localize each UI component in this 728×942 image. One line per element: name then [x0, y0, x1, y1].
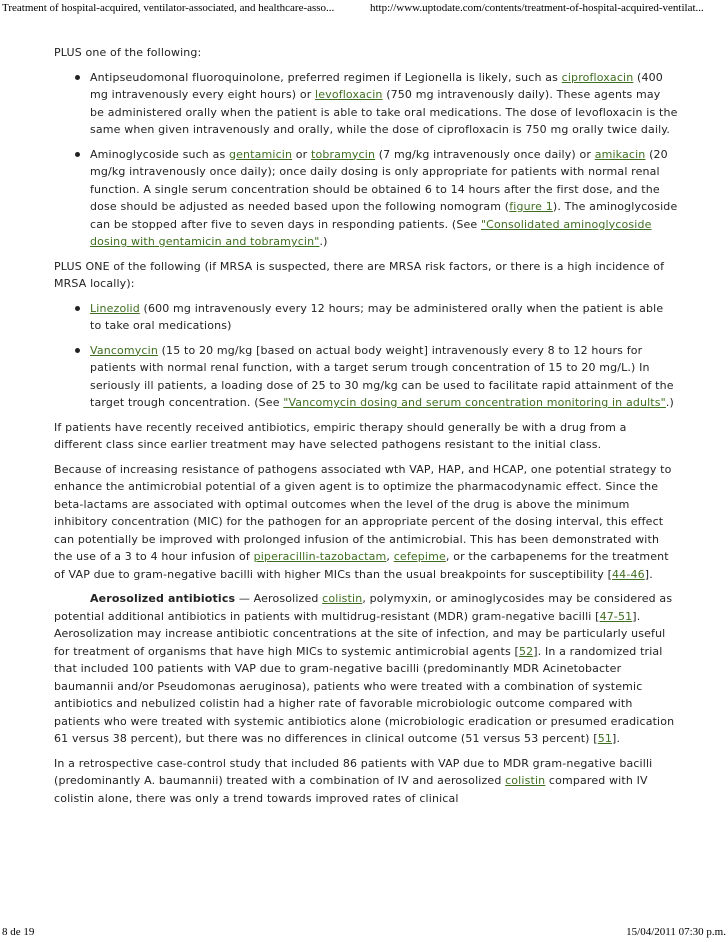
print-header-title: Treatment of hospital-acquired, ventilator-associated, and healthcare-asso...	[2, 2, 335, 14]
reference-link-51[interactable]: 51	[597, 732, 613, 745]
link-vancomycin-dosing[interactable]: "Vancomycin dosing and serum concentration monitoring in adults"	[283, 396, 666, 409]
link-colistin[interactable]: colistin	[322, 592, 363, 605]
text-run: .)	[665, 396, 674, 409]
text-run: , or the carbapenems for the treatment of VAP due to gram-negative bacilli with higher MICs than the usual breakpoints for susceptibility [	[54, 550, 669, 581]
text-run: (600 mg intravenously every 12 hours; may be administered orally when the patient is able to take oral medications)	[90, 301, 664, 332]
paragraph-recent-antibiotics: If patients have recently received antibiotics, empiric therapy should generally be with a drug from a different class since earlier treatment may have selected pathogens resistant to the initial class.	[54, 420, 627, 451]
first-option-list	[54, 69, 678, 251]
list-item-aminoglycoside	[90, 146, 678, 251]
link-figure-1[interactable]: figure 1	[509, 200, 553, 213]
link-aminoglycoside-dosing[interactable]: "Consolidated aminoglycoside dosing with gentamicin and tobramycin"	[90, 217, 652, 248]
link-tobramycin[interactable]: tobramycin	[310, 147, 376, 161]
list-item-fluoroquinolone	[90, 69, 678, 139]
article-content	[54, 44, 678, 814]
text-run: In a retrospective case-control study that included 86 patients with VAP due to MDR gram-negative bacilli (predominantly A. baumannii) treated with a combination of IV and aerosolized	[54, 756, 653, 787]
text-run: ). The aminoglycoside can be stopped after five to seven days in responding patients. (See	[90, 200, 678, 231]
text-run: Aminoglycoside such as	[90, 147, 229, 161]
link-gentamicin[interactable]: gentamicin	[229, 147, 293, 161]
text-run: (20 mg/kg intravenously once daily); once daily dosing is only appropriate for patients with normal renal function. A single serum concentration should be obtained 6 to 14 hours after the first dose, and the dose should be adjusted as needed based upon the following nomogram (	[90, 147, 668, 213]
link-cefepime[interactable]: cefepime	[393, 550, 446, 563]
link-linezolid[interactable]: Linezolid	[90, 301, 140, 315]
text-run: , polymyxin, or aminoglycosides may be considered as potential additional antibiotics in patients with multidrug-resistant (MDR) gram-negative bacilli [	[54, 592, 673, 623]
text-run: compared with IV colistin alone, there was only a trend towards improved rates of clinical	[54, 774, 648, 805]
paragraph-aerosolized-antibiotics	[54, 590, 678, 748]
print-header-url: http://www.uptodate.com/contents/treatment-of-hospital-acquired-ventilat...	[370, 2, 704, 14]
paragraph-pharmacodynamics	[54, 461, 678, 584]
section-heading-aerosolized: Aerosolized antibiotics	[90, 592, 236, 605]
text-run: (400 mg intravenously every eight hours) or	[90, 70, 663, 101]
text-run: (15 to 20 mg/kg [based on actual body weight] intravenously every 8 to 12 hours for patients with normal renal function, with a target serum trough concentration of 15 to 20 mg/L.) In seriously ill patients, a loading dose of 25 to 30 mg/kg can be used to facilitate rapid attainment of the target trough concentration. (See	[90, 343, 674, 409]
text-run: — Aerosolized	[235, 592, 323, 605]
reference-link-52[interactable]: 52	[518, 644, 534, 658]
link-levofloxacin[interactable]: levofloxacin	[315, 88, 383, 101]
link-piperacillin-tazobactam[interactable]: piperacillin-tazobactam	[253, 550, 387, 563]
link-vancomycin[interactable]: Vancomycin	[90, 343, 158, 357]
text-run: ]. Aerosolization may increase antibiotic concentrations at the site of infection, and may be particularly useful for treatment of organisms that have high MICs to systemic antimicrobial agents [	[54, 609, 666, 658]
paragraph-case-control-study	[54, 755, 678, 808]
reference-link-44-46[interactable]: 44-46	[612, 567, 645, 581]
text-run: (7 mg/kg intravenously once daily) or	[375, 147, 595, 161]
link-amikacin[interactable]: amikacin	[594, 147, 646, 161]
text-run: ,	[386, 550, 394, 563]
text-run: (750 mg intravenously daily). These agents may be administered orally when the patient is able to take oral medications. The dose of levofloxacin is the same when given intravenously and orally, while the dose of ciprofloxacin is 750 mg orally twice daily.	[90, 88, 678, 136]
text-run: or	[292, 147, 311, 161]
page-number: 8 de 19	[2, 926, 35, 938]
text-run: .)	[319, 235, 328, 248]
list-item-vancomycin	[90, 342, 678, 412]
link-ciprofloxacin[interactable]: ciprofloxacin	[561, 70, 634, 84]
print-datetime: 15/04/2011 07:30 p.m.	[626, 926, 726, 938]
print-footer	[0, 926, 728, 940]
text-run: Antipseudomonal fluoroquinolone, preferred regimen if Legionella is likely, such as	[90, 70, 562, 84]
mrsa-option-list	[54, 300, 678, 412]
link-colistin-2[interactable]: colistin	[505, 774, 546, 787]
text-run: ]. In a randomized trial that included 100 patients with VAP due to gram-negative bacilli (predominantly MDR Acinetobacter baumannii and/or Pseudomonas aeruginosa), patients who were treated with a combination of systemic antibiotics and nebulized colistin had a higher rate of favorable microbiologic outcome compared with patients who were treated with systemic antibiotics alone (microbiologic eradication or presumed eradication 61 versus 38 percent), but there was no differences in clinical outcome (51 versus 53 percent) [	[54, 644, 675, 745]
text-run: Because of increasing resistance of pathogens associated wth VAP, HAP, and HCAP, one potential strategy to enhance the antimicrobial potential of a given agent is to optimize the pharmacodynamic effect. Since the beta-lactams are associated with optimal outcomes when the level of the drug is above the minimum inhibitory concentration (MIC) for the pathogen for an appropriate percent of the dosing interval, this effect can potentially be improved with prolonged infusion of the antimicrobial. This has been demonstrated with the use of a 3 to 4 hour infusion of	[54, 462, 672, 563]
list-item-linezolid	[90, 300, 678, 335]
text-run: ].	[612, 732, 621, 745]
plus-one-intro: PLUS one of the following:	[54, 46, 202, 59]
text-run: ].	[644, 567, 653, 581]
print-header	[0, 2, 728, 16]
reference-link-47-51[interactable]: 47-51	[599, 609, 633, 623]
plus-one-mrsa-intro: PLUS ONE of the following (if MRSA is suspected, there are MRSA risk factors, or there is a high incidence of MRSA locally):	[54, 259, 665, 290]
